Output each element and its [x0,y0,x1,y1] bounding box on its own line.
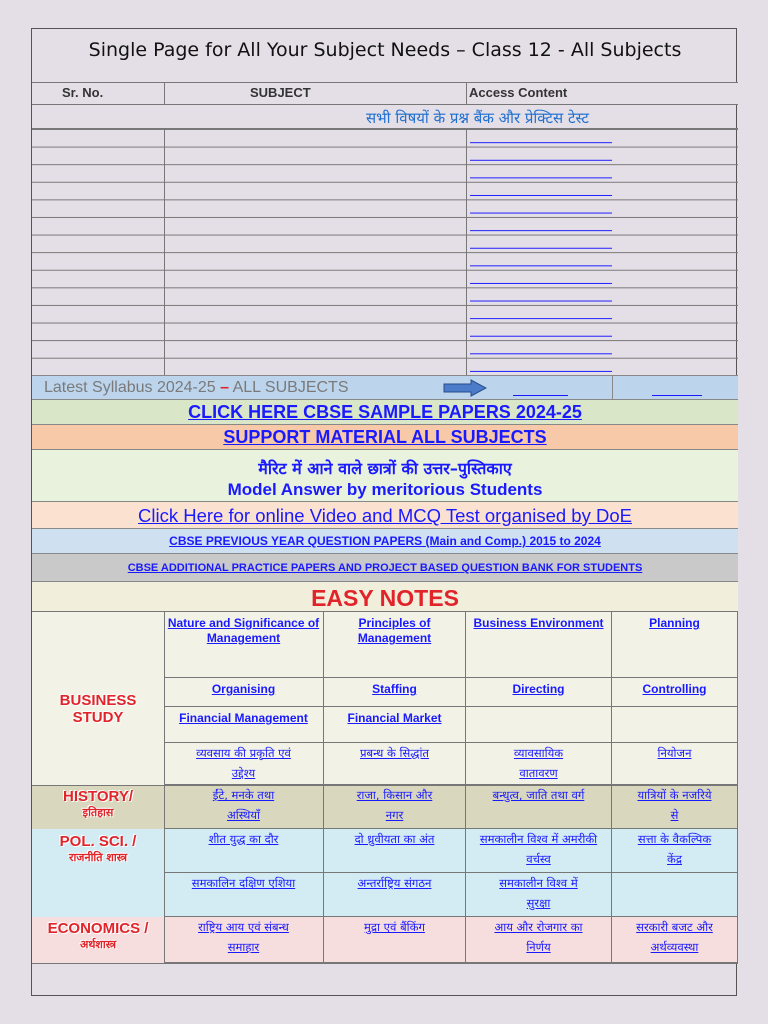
header-access-content: Access Content [469,85,568,100]
syllabus-label: Latest Syllabus 2024-25 – ALL SUBJECTS [44,379,349,396]
notes-polsci-3[interactable]: समकालीन विश्व में अमरीकी वर्चस्व [466,829,612,873]
syllabus-row[interactable] [32,375,738,399]
notes-economics-2[interactable]: मुद्रा एवं बैंकिंग [324,917,466,963]
notes-hindi-principles[interactable]: प्रबन्ध के सिद्धांत [324,743,466,785]
support-material-link[interactable]: SUPPORT MATERIAL ALL SUBJECTS [32,424,738,449]
polsci-label: POL. SCI. / राजनीति शास्त्र [59,833,137,864]
notes-empty [612,873,738,917]
notes-economics-1[interactable]: राष्ट्रिय आय एवं संबन्ध समाहार [164,917,324,963]
model-answer-block[interactable] [32,449,738,501]
notes-economics-4[interactable]: सरकारी बजट और अर्थव्यवस्था [612,917,738,963]
model-answer-english[interactable]: Model Answer by meritorious Students [227,480,543,499]
notes-controlling[interactable]: Controlling [612,678,738,707]
table-header-row [32,82,738,105]
notes-financial-market[interactable]: Financial Market [324,707,466,743]
history-label: HISTORY/ इतिहास [62,788,133,819]
notes-hindi-environment[interactable]: व्यावसायिक वातावरण [466,743,612,785]
notes-polsci-6[interactable]: अन्तर्राष्ट्रिय संगठन [324,873,466,917]
hindi-banner: सभी विषयों के प्रश्न बैंक और प्रेक्टिस टेस्ट [366,109,589,127]
notes-hindi-nature[interactable]: व्यवसाय की प्रकृति एवं उद्देश्य [164,743,324,785]
notes-organising[interactable]: Organising [164,678,324,707]
notes-economics-3[interactable]: आय और रोजगार का निर्णय [466,917,612,963]
notes-polsci-7[interactable]: समकालीन विश्व में सुरक्षा [466,873,612,917]
notes-history-4[interactable]: यात्रियों के नजरिये से [612,785,738,829]
page-title: Single Page for All Your Subject Needs – Class 12 - All Subjects [88,39,682,61]
notes-history-3[interactable]: बन्धुत्व, जाति तथा वर्ग [466,785,612,829]
notes-col-divider [164,612,165,963]
notes-history-2[interactable]: राजा, किसान और नगर [324,785,466,829]
notes-nature-significance[interactable]: Nature and Significance of Management [164,612,324,678]
notes-empty [612,707,738,743]
notes-history-1[interactable]: ईंटे, मनके तथा अस्थियाँ [164,785,324,829]
notes-planning[interactable]: Planning [612,612,738,678]
easy-notes-heading: EASY NOTES [32,581,738,612]
notes-polsci-4[interactable]: सत्ता के वैकल्पिक केंद्र [612,829,738,873]
header-divider [164,82,165,105]
notes-polsci-2[interactable]: दो ध्रुवीयता का अंत [324,829,466,873]
notes-bottom-line [32,963,738,964]
notes-polsci-1[interactable]: शीत युद्ध का दौर [164,829,324,873]
syllabus-link-1[interactable] [513,395,568,396]
grid-col-line [164,129,165,375]
notes-principles-management[interactable]: Principles of Management [324,612,466,678]
syllabus-link-2[interactable] [652,395,702,396]
document-page [31,28,737,996]
video-mcq-link[interactable]: Click Here for online Video and MCQ Test organised by DoE [32,501,738,528]
sample-papers-link[interactable]: CLICK HERE CBSE SAMPLE PAPERS 2024-25 [32,399,738,424]
economics-label: ECONOMICS / अर्थशास्त्र [47,920,149,951]
access-link-placeholders[interactable] [470,129,612,375]
business-study-label: BUSINESS STUDY [59,692,137,726]
pyq-link[interactable]: CBSE PREVIOUS YEAR QUESTION PAPERS (Main and Comp.) 2015 to 2024 [32,528,738,553]
notes-hindi-planning[interactable]: नियोजन [612,743,738,785]
empty-grid [32,129,738,375]
notes-business-environment[interactable]: Business Environment [466,612,612,678]
notes-staffing[interactable]: Staffing [324,678,466,707]
col-divider [612,376,613,400]
additional-practice-link[interactable]: CBSE ADDITIONAL PRACTICE PAPERS AND PROJECT BASED QUESTION BANK FOR STUDENTS [32,553,738,581]
grid-col-line [466,129,467,375]
header-subject: SUBJECT [250,85,311,100]
header-divider [466,82,467,105]
model-answer-hindi[interactable]: मैरिट में आने वाले छात्रों की उत्तर–पुस्तिकाए [258,459,512,478]
notes-financial-management[interactable]: Financial Management [164,707,324,743]
header-sr-no: Sr. No. [62,85,104,100]
notes-empty [466,707,612,743]
notes-directing[interactable]: Directing [466,678,612,707]
arrow-right-icon [443,379,487,397]
notes-polsci-5[interactable]: समकालिन दक्षिण एशिया [164,873,324,917]
